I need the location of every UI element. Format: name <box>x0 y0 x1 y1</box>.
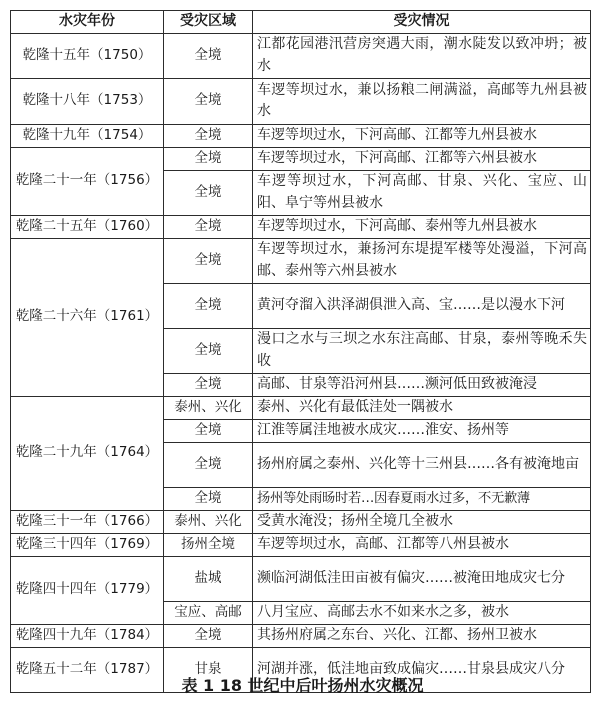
desc-cell: 车逻等坝过水，下河高邮、甘泉、兴化、宝应、山阳、阜宁等州县被水 <box>253 170 591 215</box>
year-cell: 乾隆二十一年（1756） <box>11 147 164 215</box>
area-cell: 全境 <box>164 328 253 373</box>
desc-cell: 车逻等坝过水，下河高邮、江都等九州县被水 <box>253 124 591 147</box>
year-cell: 乾隆三十四年（1769） <box>11 533 164 556</box>
year-cell: 乾隆十五年（1750） <box>11 33 164 78</box>
area-cell: 泰州、兴化 <box>164 396 253 419</box>
year-cell: 乾隆五十二年（1787） <box>11 647 164 692</box>
desc-cell: 八月宝应、高邮去水不如来水之多，被水 <box>253 601 591 624</box>
area-cell: 全境 <box>164 147 253 170</box>
area-cell: 全境 <box>164 419 253 442</box>
desc-cell: 其扬州府属之东台、兴化、江都、扬州卫被水 <box>253 624 591 647</box>
area-cell: 盐城 <box>164 556 253 601</box>
area-cell: 泰州、兴化 <box>164 510 253 533</box>
table-row <box>11 510 591 533</box>
area-cell: 全境 <box>164 33 253 78</box>
area-cell: 扬州全境 <box>164 533 253 556</box>
table-row <box>11 33 591 78</box>
year-cell: 乾隆十九年（1754） <box>11 124 164 147</box>
desc-cell: 扬州府属之泰州、兴化等十三州县……各有被淹地亩 <box>253 442 591 487</box>
area-cell: 全境 <box>164 487 253 510</box>
desc-cell: 车逻等坝过水，下河高邮、江都等六州县被水 <box>253 147 591 170</box>
desc-cell: 车逻等坝过水，下河高邮、泰州等九州县被水 <box>253 215 591 238</box>
table-row <box>11 215 591 238</box>
table-row <box>11 78 591 124</box>
header-year: 水灾年份 <box>11 11 164 34</box>
year-cell: 乾隆四十四年（1779） <box>11 556 164 624</box>
year-cell: 乾隆二十六年（1761） <box>11 238 164 396</box>
year-cell: 乾隆十八年（1753） <box>11 78 164 124</box>
desc-cell: 黄河夺溜入洪泽湖俱泄入高、宝……是以漫水下河 <box>253 283 591 328</box>
area-cell: 全境 <box>164 283 253 328</box>
desc-cell: 高邮、甘泉等沿河州县……濒河低田致被淹浸 <box>253 373 591 396</box>
desc-cell: 受黄水淹没；扬州全境几全被水 <box>253 510 591 533</box>
year-cell: 乾隆二十九年（1764） <box>11 396 164 510</box>
area-cell: 全境 <box>164 215 253 238</box>
header-area: 受灾区域 <box>164 11 253 34</box>
flood-table-container <box>10 10 590 693</box>
table-row <box>11 396 591 419</box>
desc-cell: 濒临河湖低洼田亩被有偏灾……被淹田地成灾七分 <box>253 556 591 601</box>
header-desc: 受灾情况 <box>253 11 591 34</box>
desc-cell: 车逻等坝过水，高邮、江都等八州县被水 <box>253 533 591 556</box>
desc-cell: 河湖并涨，低洼地亩致成偏灾……甘泉县成灾八分 <box>253 647 591 692</box>
table-row <box>11 238 591 283</box>
table-row <box>11 624 591 647</box>
year-cell: 乾隆四十九年（1784） <box>11 624 164 647</box>
area-cell: 全境 <box>164 442 253 487</box>
flood-table <box>10 10 591 693</box>
table-row <box>11 556 591 601</box>
desc-cell: 扬州等处雨旸时若…因春夏雨水过多，不无歉薄 <box>253 487 591 510</box>
area-cell: 全境 <box>164 373 253 396</box>
desc-cell: 漫口之水与三坝之水东注高邮、甘泉，泰州等晚禾失收 <box>253 328 591 373</box>
area-cell: 甘泉 <box>164 647 253 692</box>
area-cell: 全境 <box>164 170 253 215</box>
desc-cell: 泰州、兴化有最低洼处一隅被水 <box>253 396 591 419</box>
area-cell: 全境 <box>164 78 253 124</box>
table-row <box>11 147 591 170</box>
desc-cell: 江淮等属洼地被水成灾……淮安、扬州等 <box>253 419 591 442</box>
area-cell: 宝应、高邮 <box>164 601 253 624</box>
area-cell: 全境 <box>164 124 253 147</box>
desc-cell: 江都花园港汛营房突遇大雨，潮水陡发以致冲坍；被水 <box>253 33 591 78</box>
area-cell: 全境 <box>164 624 253 647</box>
desc-cell: 车逻等坝过水，兼以扬粮二闸满溢，高邮等九州县被水 <box>253 78 591 124</box>
desc-cell: 车逻等坝过水，兼扬河东堤提军楼等处漫溢，下河高邮、泰州等六州县被水 <box>253 238 591 283</box>
year-cell: 乾隆三十一年（1766） <box>11 510 164 533</box>
table-row <box>11 533 591 556</box>
table-header-row <box>11 11 591 34</box>
year-cell: 乾隆二十五年（1760） <box>11 215 164 238</box>
area-cell: 全境 <box>164 238 253 283</box>
table-caption: 表 1 18 世纪中后叶扬州水灾概况 <box>181 676 424 695</box>
table-row <box>11 124 591 147</box>
